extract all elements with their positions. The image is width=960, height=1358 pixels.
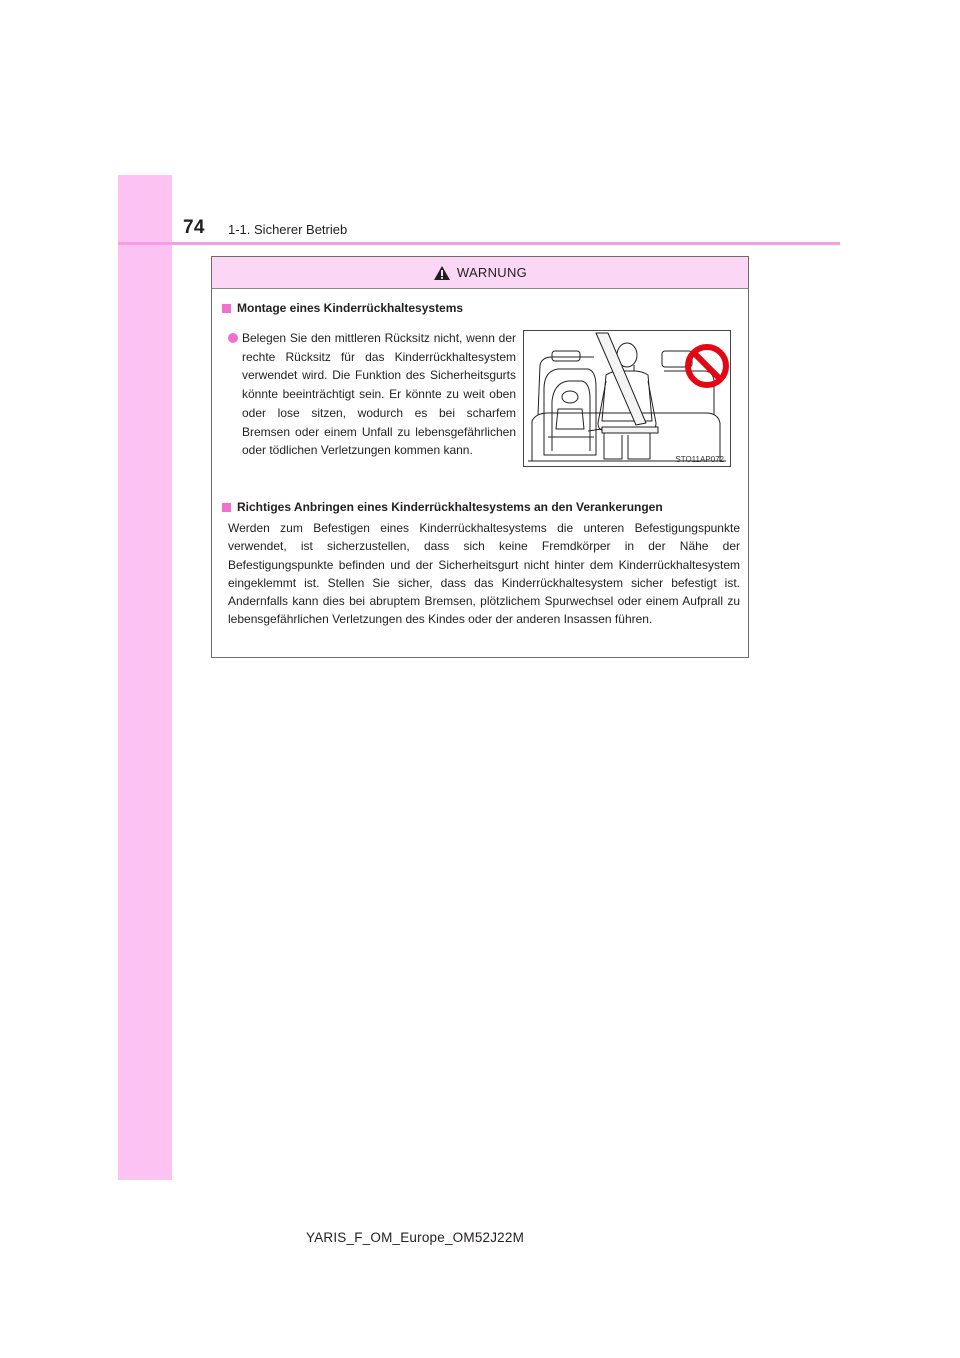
- prohibition-sign-icon: [688, 347, 726, 385]
- heading-montage-text: Montage eines Kinderrückhaltesystems: [237, 301, 464, 315]
- image-code: STO11AP072: [675, 455, 724, 464]
- bullet-text: Belegen Sie den mittleren Rücksitz nicht, wenn der rechte Rücksitz für das Kinderrückhaltesystem verwendet wird. Die Funktion des Sicherheitsgurts könnte beeinträchtigt sein. Er könnte zu weit oben oder lose sitzen, wodurch es bei scharfem Bremsen oder einem Unfall zu lebensgefährlichen oder tödlichen Verletzungen kommen kann.: [242, 331, 516, 458]
- warning-box: [211, 256, 749, 658]
- heading-anbringen: [222, 500, 663, 514]
- warning-title: WARNUNG: [456, 265, 528, 280]
- warning-header: [212, 257, 748, 289]
- section-title: 1-1. Sicherer Betrieb: [228, 222, 348, 237]
- footer-code: YARIS_F_OM_Europe_OM52J22M: [306, 1230, 525, 1245]
- round-bullet-icon: [228, 333, 238, 343]
- child-seat-illustration: [523, 330, 731, 467]
- header-divider: [118, 242, 840, 245]
- rear-seat-drawing: [524, 331, 730, 466]
- paragraph-anbringen: Werden zum Befestigen eines Kinderrückhaltesystems die unteren Befestigungspunkte verwendet, ist sicherzustellen, dass sich keine Fremdkörper in der Nähe der Befestigungspunkte befinden und der Sicherheitsgurt nicht hinter dem Kinderrückhaltesystem eingeklemmt ist. Stellen Sie sicher, dass das Kinderrückhaltesystem sicher befestigt ist. Andernfalls kann dies bei abruptem Bremsen, plötzlichem Spurwechsel oder einem Aufprall zu lebensgefährlichen Verletzungen des Kindes oder der anderen Insassen führen.: [228, 521, 740, 627]
- side-tab-strip: [118, 175, 172, 1180]
- warning-triangle-icon: [433, 265, 451, 281]
- square-bullet-icon: [222, 304, 231, 313]
- page-number: 74: [183, 217, 205, 238]
- heading-montage: [222, 301, 463, 315]
- heading-anbringen-text: Richtiges Anbringen eines Kinderrückhaltesystems an den Verankerungen: [237, 500, 663, 514]
- square-bullet-icon: [222, 503, 231, 512]
- bullet-item: [228, 329, 516, 460]
